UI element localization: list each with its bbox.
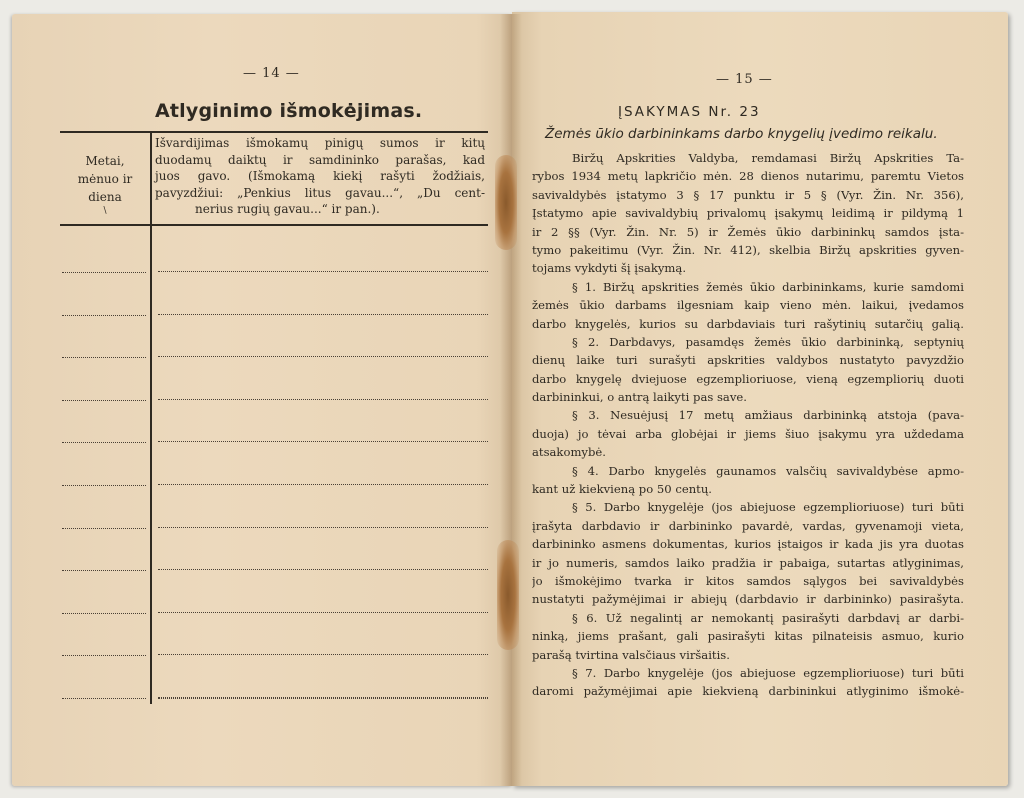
body-line: nustatyti pažymėjimai ir abiejų (darbdavio ir darbininko) pasirašyta. xyxy=(532,592,964,607)
ruled-line-date xyxy=(62,272,146,273)
ruled-line-date xyxy=(62,442,146,443)
book-gutter xyxy=(500,14,522,786)
body-line: darbo knygelės, kurios su darbdaviais turi rašytinių sutarčių galią. xyxy=(532,316,964,331)
staple-top xyxy=(495,155,517,250)
ruled-line-entry xyxy=(158,527,488,528)
ruled-line-date xyxy=(62,315,146,316)
ruled-line-entry xyxy=(158,484,488,485)
ruled-line-entry xyxy=(158,314,488,315)
body-line: dienų laike turi surašyti apskrities valdybos nustatyto pavyzdžio xyxy=(532,353,964,368)
body-line: duoja) jo tėvai arba globėjai ir jiems šiuo įsakymu yra uždedama xyxy=(532,426,964,441)
ruled-line-entry xyxy=(158,356,488,357)
body-line: savivaldybės įstatymo 3 § 17 punktu ir 5 § (Vyr. Žin. Nr. 356), xyxy=(532,187,964,202)
col2-header-line: juos gavo. (Išmokamą kiekį rašyti žodžiais, xyxy=(155,169,485,183)
staple-bottom xyxy=(497,540,519,650)
col2-header-line: Išvardijimas išmokamų pinigų sumos ir kitų xyxy=(155,136,485,150)
table-column-divider xyxy=(150,131,152,704)
body-line: jo išmokėjimo tvarka ir kitos samdos sąlygos bei savivaldybės xyxy=(532,573,964,588)
left-page-title: Atlyginimo išmokėjimas. xyxy=(155,100,423,122)
table-top-rule xyxy=(60,131,488,133)
ruled-line-date xyxy=(62,570,146,571)
body-line: ir 2 §§ (Vyr. Žin. Nr. 5) ir Žemės ūkio darbininkų samdos įsta- xyxy=(532,224,964,239)
order-body-text xyxy=(532,149,964,701)
ruled-line-date xyxy=(62,400,146,401)
body-line: parašą tvirtina valsčiaus viršaitis. xyxy=(532,647,730,662)
ruled-line-entry xyxy=(158,271,488,272)
table-header-rule xyxy=(60,224,488,226)
body-line: Įstatymo apie savivaldybių privalomų įsakymų leidimą ir pildymą 1 xyxy=(532,206,964,221)
order-title: ĮSAKYMAS Nr. 23 xyxy=(618,104,761,120)
ruled-line-entry xyxy=(158,569,488,570)
col1-header-line: Metai, xyxy=(85,154,125,168)
ruled-line-date xyxy=(62,613,146,614)
body-line: kant už kiekvieną po 50 centų. xyxy=(532,482,712,497)
ruled-line-date xyxy=(62,485,146,486)
body-line: darbininkui, o antrą laikyti pas save. xyxy=(532,390,747,405)
ruled-line-entry xyxy=(158,654,488,655)
body-line: darbininko asmens dokumentas, kurios įstaigos ir kada jis yra duotas xyxy=(532,537,964,552)
ruled-line-entry xyxy=(158,698,488,699)
body-line: § 3. Nesuėjusį 17 metų amžiaus darbininką atstoja (pava- xyxy=(572,408,964,423)
body-line: Biržų Apskrities Valdyba, remdamasi Biržų Apskrities Ta- xyxy=(572,151,964,165)
col2-header-line: duodamų daiktų ir samdininko parašas, kad xyxy=(155,152,485,167)
body-line: ir jo numeris, samdos laiko pradžia ir pabaiga, sutartas atlyginimas, xyxy=(532,555,964,570)
body-line: tymo pakeitimu (Vyr. Žin. Nr. 412), skelbia Biržų apskrities gyven- xyxy=(532,242,964,257)
ruled-line-date xyxy=(62,357,146,358)
body-line: atsakomybė. xyxy=(532,445,606,460)
col1-header-line: mėnuo ir xyxy=(77,172,133,186)
column-header-date xyxy=(60,152,150,216)
ruled-line-date xyxy=(62,655,146,656)
body-line: § 5. Darbo knygelėje (jos abiejuose egzemplioriuose) turi būti xyxy=(572,500,964,515)
col1-header-line: diena xyxy=(88,190,122,204)
body-line: rybos 1934 metų lapkričio mėn. 28 dienos nutarimu, paremtu Vietos xyxy=(532,169,964,184)
body-line: § 4. Darbo knygelės gaunamos valsčių savivaldybėse apmo- xyxy=(572,463,964,478)
ruled-line-entry xyxy=(158,441,488,442)
ruled-line-date xyxy=(62,698,146,699)
body-line: § 6. Už negalintį ar nemokantį pasirašyti darbdavį ar darbi- xyxy=(572,610,964,625)
col1-header-line: \ xyxy=(103,206,107,216)
body-line: įrašyta darbdavio ir darbininko pavardė, vardas, gyvenamoji vieta, xyxy=(532,518,964,533)
ruled-line-date xyxy=(62,528,146,529)
body-line: § 7. Darbo knygelėje (jos abiejuose egzemplioriuose) turi būti xyxy=(572,665,964,680)
col2-header-line: pavyzdžiui: „Penkius litus gavau...“, „Du cent- xyxy=(155,185,485,200)
body-line: § 2. Darbdavys, pasamdęs žemės ūkio darbininką, septynių xyxy=(572,334,964,349)
order-subtitle: Žemės ūkio darbininkams darbo knygelių įvedimo reikalu. xyxy=(545,126,938,142)
body-line: § 1. Biržų apskrities žemės ūkio darbininkams, kurie samdomi xyxy=(572,279,964,294)
right-page-number: — 15 — xyxy=(716,72,773,87)
body-line: darbo knygelę dviejuose egzemplioriuose, vieną egzempliorių duoti xyxy=(532,371,964,386)
body-line: ninką, jiems prašant, gali pasirašyti kitas pilnateisis asmuo, kurio xyxy=(532,629,964,644)
ruled-line-entry xyxy=(158,612,488,613)
ruled-line-entry xyxy=(158,399,488,400)
body-line: daromi pažymėjimai apie kiekvieną darbininkui atlyginimo išmokė- xyxy=(532,684,964,699)
col2-header-line: nerius rugių gavau...“ ir pan.). xyxy=(195,202,380,216)
left-page-number: — 14 — xyxy=(243,66,300,81)
column-header-payment xyxy=(155,135,485,218)
body-line: tojams vykdyti šį įsakymą. xyxy=(532,261,687,276)
body-line: žemės ūkio darbams ilgesniam kaip vieno mėn. laikui, įvedamos xyxy=(532,298,964,313)
